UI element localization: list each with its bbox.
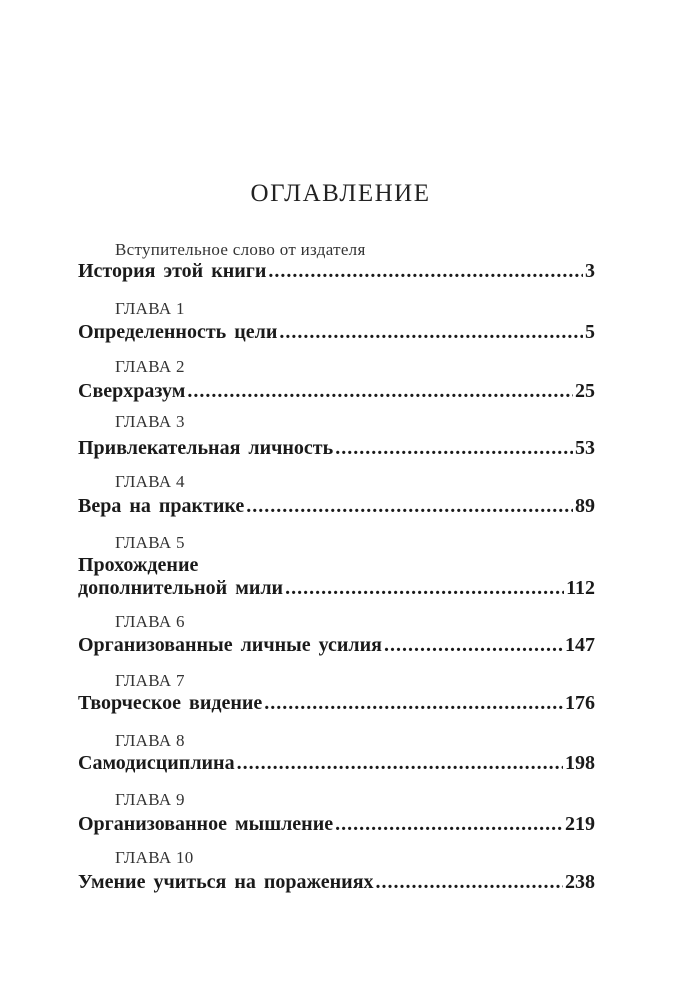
toc-line[interactable] [78,634,595,657]
chapter-title: Самодисциплина [78,752,235,774]
dot-leader [335,437,573,460]
page-number: 198 [565,752,595,774]
chapter-label: ГЛАВА 1 [115,299,185,318]
dot-leader [285,577,564,600]
toc-line[interactable] [78,577,595,600]
chapter-label: ГЛАВА 10 [115,848,194,867]
chapter-label: ГЛАВА 4 [115,472,185,491]
page-number: 219 [565,813,595,835]
toc-line[interactable] [78,871,595,894]
chapter-label: ГЛАВА 6 [115,612,185,631]
toc-line[interactable] [78,321,595,344]
chapter-label: ГЛАВА 9 [115,790,185,809]
page-number: 89 [575,495,595,517]
chapter-label: ГЛАВА 8 [115,731,185,750]
chapter-label: ГЛАВА 3 [115,412,185,431]
dot-leader [187,380,573,403]
page-number: 25 [575,380,595,402]
dot-leader [335,813,563,836]
page-number: 176 [565,692,595,714]
chapter-title: Привлекательная личность [78,437,334,459]
chapter-title: История этой книги [78,260,267,282]
toc-line[interactable] [78,692,595,715]
dot-leader [264,692,563,715]
page-number: 53 [575,437,595,459]
dot-leader [268,260,583,283]
chapter-label: ГЛАВА 7 [115,671,185,690]
chapter-title: Организованное мышление [78,813,334,835]
chapter-label: Вступительное слово от издателя [115,240,366,259]
page-number: 112 [566,577,595,599]
chapter-title: Определенность цели [78,321,278,343]
toc-line[interactable] [78,752,595,775]
page-number: 3 [585,260,595,282]
dot-leader [384,634,563,657]
dot-leader [246,495,573,518]
chapter-title: Организованные личные усилия [78,634,382,656]
chapter-title: дополнительной мили [78,577,284,599]
toc-line[interactable] [78,813,595,836]
chapter-title-line1: Прохождение [78,554,199,576]
chapter-title: Творческое видение [78,692,263,714]
chapter-title: Сверхразум [78,380,186,402]
chapter-title: Умение учиться на поражениях [78,871,374,893]
chapter-label: ГЛАВА 5 [115,533,185,552]
chapter-label: ГЛАВА 2 [115,357,185,376]
toc-line[interactable] [78,380,595,403]
chapter-title: Вера на практике [78,495,245,517]
toc-line[interactable] [78,495,595,518]
page-number: 147 [565,634,595,656]
page-number: 238 [565,871,595,893]
dot-leader [376,871,563,894]
toc-line[interactable] [78,260,595,283]
page-number: 5 [585,321,595,343]
toc-line[interactable] [78,437,595,460]
dot-leader [279,321,583,344]
dot-leader [237,752,563,775]
page-title: ОГЛАВЛЕНИЕ [250,180,431,207]
